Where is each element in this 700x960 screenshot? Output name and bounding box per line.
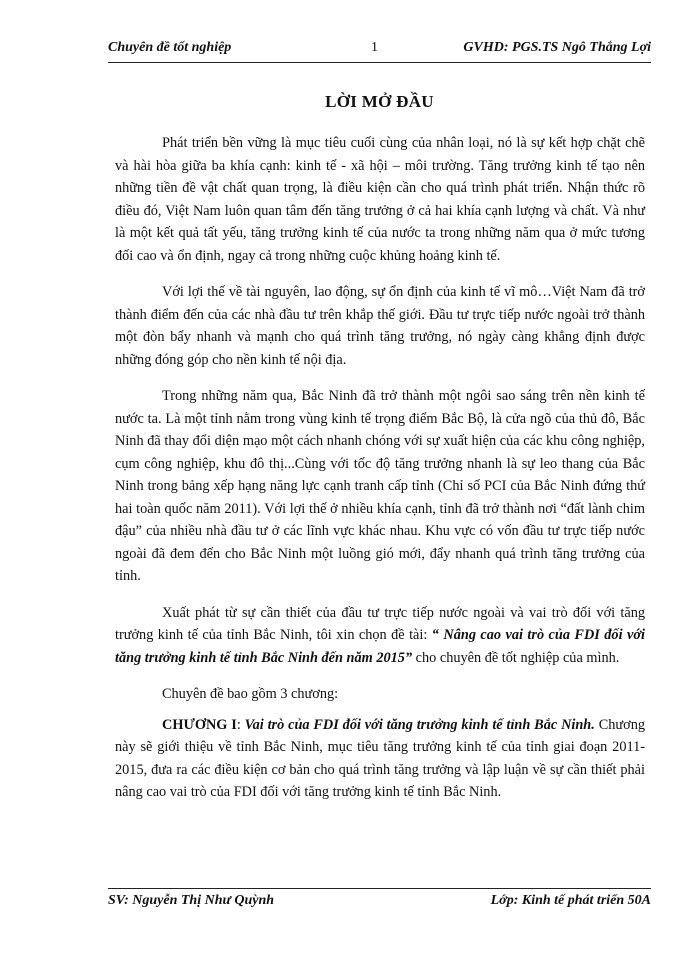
page-number: 1 (371, 40, 378, 55)
footer-rule (108, 888, 651, 889)
header-rule (108, 62, 651, 63)
thesis-topic: “ Nâng cao vai trò của FDI đối với tăng trưởng kinh tế tỉnh Bắc Ninh đến năm 2015” (115, 627, 645, 666)
paragraph-1: Phát triển bền vững là mục tiêu cuối cùng của nhân loại, nó là sự kết hợp chặt chẽ và hài hòa giữa ba khía cạnh: kinh tế - xã hội – môi trường. Tăng trưởng kinh tế tạo nên những tiền đề vật chất quan trọng, là điều kiện cần cho quá trình phát triển. Nhận thức rõ điều đó, Việt Nam luôn quan tâm đến tăng trưởng ở cả hai khía cạnh lượng và chất. Và như là một kết quả tất yếu, tăng trưởng kinh tế của nước ta trong những năm qua ở mức tương đối cao và ổn định, ngay cả trong những cuộc khủng hoảng kinh tế. (115, 135, 645, 264)
paragraph-5: Chuyên đề bao gồm 3 chương: (162, 686, 339, 702)
chapter-description: Chương này sẽ giới thiệu về tỉnh Bắc Ninh, mục tiêu tăng trưởng kinh tế của tỉnh giai đoạn 2011-2015, đưa ra các điều kiện cơ bản cho quá trình tăng trưởng và lập luận về sự cần thiết phải nâng cao vai trò của FDI đối với tăng trưởng kinh tế tỉnh Bắc Ninh. (115, 716, 645, 800)
paragraph-2: Với lợi thế về tài nguyên, lao động, sự ổn định của kinh tế vĩ mô…Việt Nam đã trở thành điểm đến của các nhà đầu tư trên khắp thế giới. Đầu tư trực tiếp nước ngoài trở thành một đòn bẩy nhanh và mạnh cho quá trình tăng trưởng, nó ngày càng khẳng định được những đóng góp cho nền kinh tế nội địa. (115, 284, 645, 368)
paragraph-6 (115, 714, 645, 804)
paragraph-4-intro: Xuất phát từ sự cần thiết của đầu tư trực tiếp nước ngoài và vai trò đối với tăng trưởng kinh tế của tỉnh Bắc Ninh, tôi xin chọn đề tài: (115, 604, 645, 643)
header-advisor: GVHD: PGS.TS Ngô Thắng Lợi (463, 40, 651, 55)
paragraph-3: Trong những năm qua, Bắc Ninh đã trở thành một ngôi sao sáng trên nền kinh tế nước ta. Là một tỉnh nằm trong vùng kinh tế trọng điểm Bắc Bộ, là cửa ngõ của thủ đô, Bắc Ninh đã thay đổi diện mạo một cách nhanh chóng với sự xuất hiện của các khu công nghiệp, cụm công nghiệp, khu đô thị...Cùng với tốc độ tăng trưởng nhanh là sự leo thang của Bắc Ninh trong bảng xếp hạng năng lực cạnh tranh cấp tỉnh (Chỉ số PCI của Bắc Ninh đứng thứ hai toàn quốc năm 2011). Với lợi thế ở nhiều khía cạnh, tỉnh đã trở thành nơi “đất lành chim đậu” của nhiều nhà đầu tư ở các lĩnh vực khác nhau. Khu vực có vốn đầu tư trực tiếp nước ngoài đã đem đến cho Bắc Ninh một luồng gió mới, đẩy nhanh quá trình tăng trưởng của tỉnh. (115, 388, 645, 584)
page-title: LỜI MỞ ĐẦU (325, 92, 434, 111)
chapter-title: Vai trò của FDI đối với tăng trưởng kinh tế tỉnh Bắc Ninh. (244, 716, 595, 733)
page-footer (108, 893, 651, 913)
paragraph-4 (115, 602, 645, 670)
page-header (108, 40, 651, 60)
document-body (115, 132, 645, 818)
chapter-label: CHƯƠNG I (162, 716, 237, 733)
header-course-title: Chuyên đề tốt nghiệp (108, 40, 232, 55)
paragraph-4-end: cho chuyên đề tốt nghiệp của mình. (412, 649, 620, 666)
chapter-colon: : (236, 716, 245, 733)
footer-class: Lớp: Kinh tế phát triển 50A (490, 893, 651, 908)
footer-student: SV: Nguyễn Thị Như Quỳnh (108, 893, 275, 908)
